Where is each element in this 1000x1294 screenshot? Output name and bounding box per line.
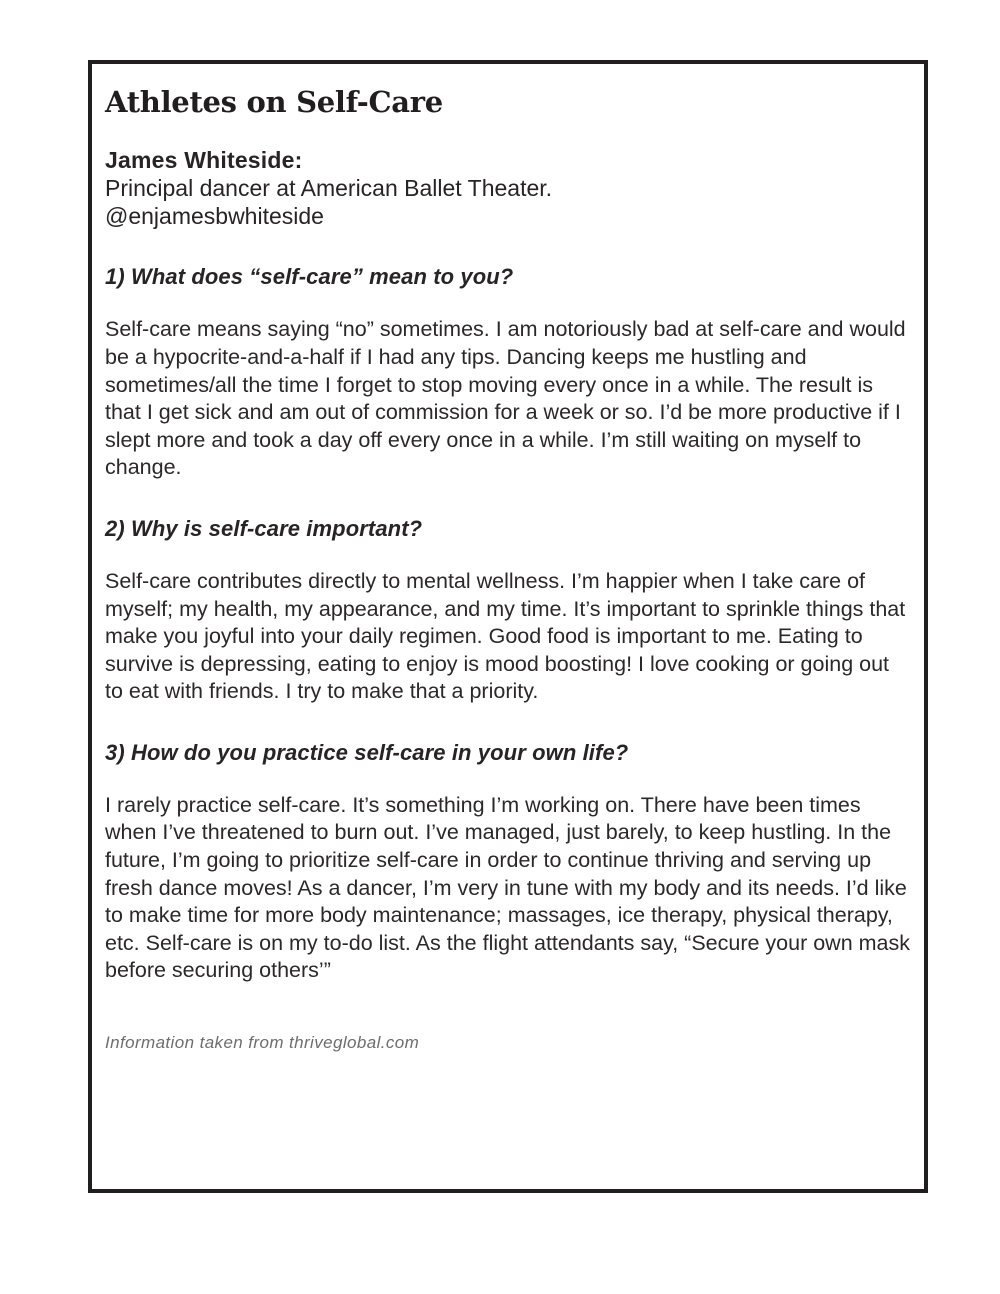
qa-section-2 <box>105 515 912 706</box>
answer-1: Self-care means saying “no” sometimes. I am notoriously bad at self-care and would be a hypocrite-and-a-half if I had any tips. Dancing keeps me hustling and sometimes/all the time I forget to stop moving every once in a while. The result is that I get sick and am out of commission for a week or so. I’d be more productive if I slept more and took a day off every once in a while. I’m still waiting on myself to change. <box>105 317 906 480</box>
question-1: 1) What does “self-care” mean to you? <box>105 264 514 290</box>
answer-3: I rarely practice self-care. It’s something I’m working on. There have been times when I’ve threatened to burn out. I’ve managed, just barely, to keep hustling. In the future, I’m going to prioritize self-care in order to continue thriving and serving up fresh dance moves! As a dancer, I’m very in tune with my body and its needs. I’d like to make time for more body maintenance; massages, ice therapy, physical therapy, etc. Self-care is on my to-do list. As the flight attendants say, “Secure your own mask before securing others’” <box>105 792 911 983</box>
question-3: 3) How do you practice self-care in your own life? <box>105 739 629 765</box>
page-title: Athletes on Self-Care <box>105 85 443 119</box>
qa-section-3 <box>105 739 912 985</box>
source-attribution: Information taken from thriveglobal.com <box>105 1033 420 1053</box>
answer-2: Self-care contributes directly to mental wellness. I’m happier when I take care of myself; my health, my appearance, and my time. It’s important to sprinkle things that make you joyful into your daily regimen. Good food is important to me. Eating to survive is depressing, eating to enjoy is mood boosting! I love cooking or going out to eat with friends. I try to make that a priority. <box>105 568 906 704</box>
athlete-info <box>105 146 912 230</box>
question-2: 2) Why is self-care important? <box>105 515 423 541</box>
athlete-role: Principal dancer at American Ballet Theater. <box>105 175 553 202</box>
content-frame <box>88 60 928 1193</box>
qa-section-1 <box>105 263 912 482</box>
athlete-social-handle: @enjamesbwhiteside <box>105 203 324 230</box>
athlete-name: James Whiteside: <box>105 147 303 174</box>
